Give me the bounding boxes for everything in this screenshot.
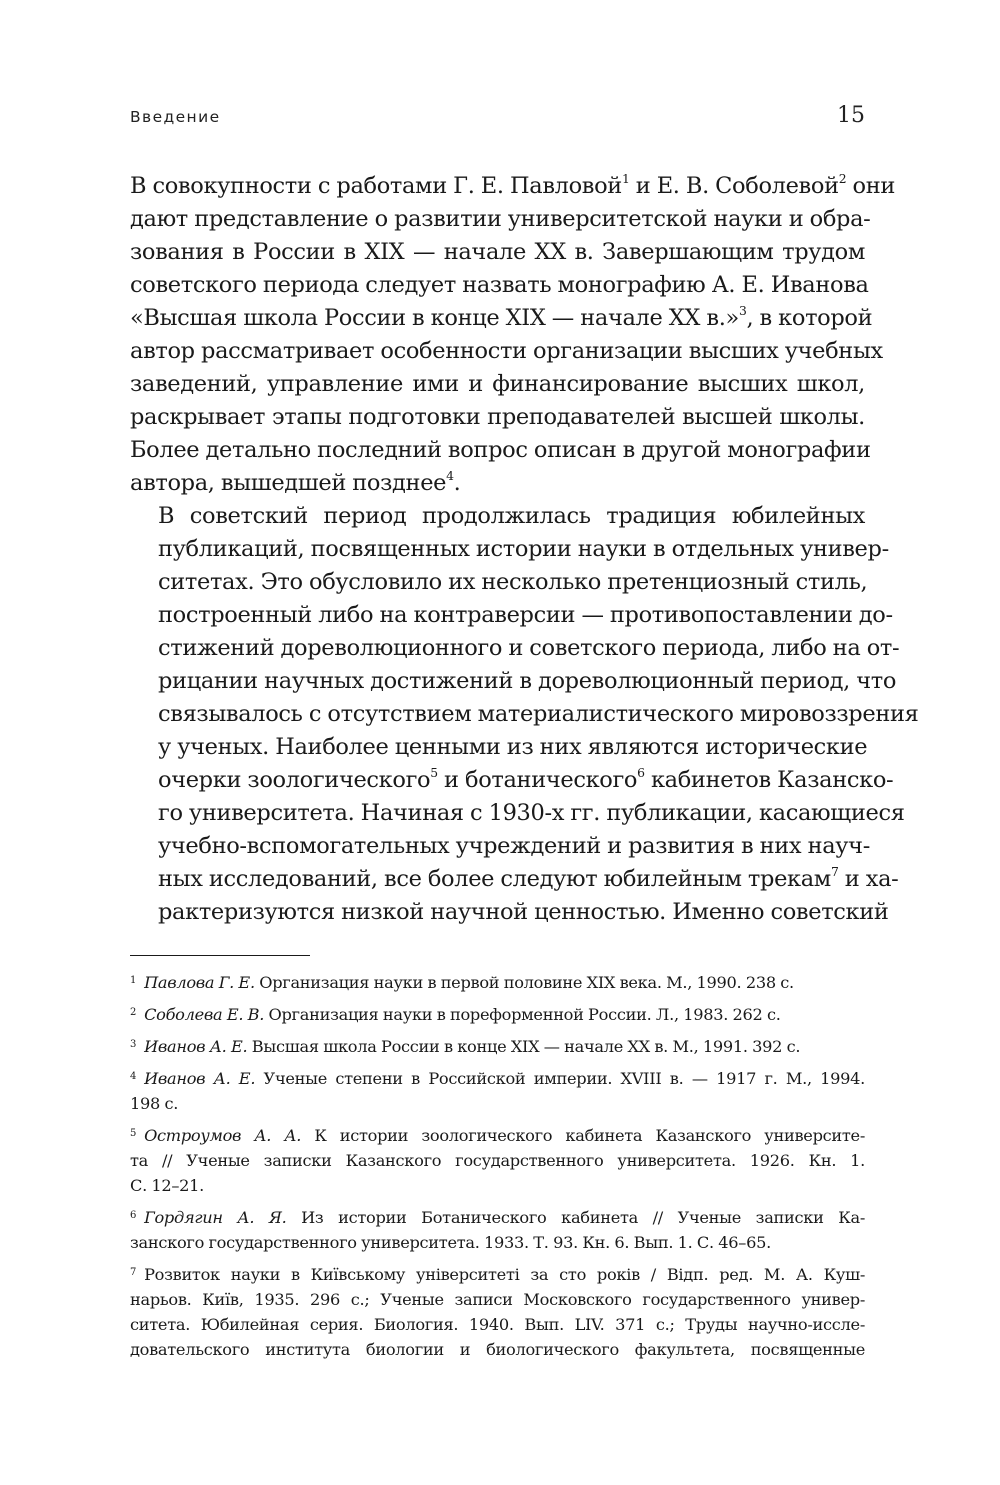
text-line: ситетах. Это обусловило их несколько претенциозный стиль, [158, 569, 868, 595]
footnote-line: $^5$ Остроумов А. А. К истории зоологического кабинета Казанского университе- [130, 1126, 865, 1145]
paragraph-2 [130, 500, 919, 929]
footnote-author: Соболева Е. В. [144, 1005, 265, 1024]
footnote-ref: 1 [621, 172, 630, 187]
footnote-number: 1 [130, 975, 137, 986]
text-line: ных исследований, все более следуют юбилейным трекам$^7$ и ха- [158, 865, 899, 892]
footnote-line: $^7$ Розвиток науки в Київському університеті за сто років / Відп. ред. М. А. Куш- [130, 1265, 865, 1284]
text-line: рицании научных достижений в дореволюционный период, что [158, 668, 897, 694]
text-line: рактеризуются низкой научной ценностью. Именно советский [158, 899, 889, 925]
footnote-ref: 4 [446, 469, 454, 484]
footnote-1 [130, 968, 865, 995]
footnote-number: 7 [130, 1267, 137, 1278]
footnote-number: 2 [130, 1007, 137, 1018]
footnote-6 [130, 1203, 865, 1255]
footnote-number: 4 [130, 1071, 137, 1082]
text-line: автора, вышедшей позднее$^4$. [130, 469, 461, 496]
footnote-ref: 3 [738, 304, 747, 319]
footnote-number: 5 [130, 1128, 137, 1139]
text-line: у ученых. Наиболее ценными из них являются исторические [158, 734, 868, 760]
footnote-author: Иванов А. Е. [144, 1069, 256, 1088]
text-line: В советский период продолжилась традиция юбилейных [158, 503, 865, 529]
text-line: очерки зоологического$^5$ и ботанического$^6$ кабинетов Казанско- [158, 766, 894, 793]
footnote-line: $^6$ Гордягин А. Я. Из истории Ботанического кабинета // Ученые записки Ка- [130, 1208, 865, 1227]
footnote-line: $^4$ Иванов А. Е. Ученые степени в Российской империи. XVIII в. — 1917 г. М., 1994. [130, 1069, 865, 1088]
text-line: учебно-вспомогательных учреждений и развития в них науч- [158, 833, 870, 859]
section-title: Введение [130, 108, 221, 126]
footnote-ref: 2 [838, 172, 847, 187]
footnote-author: Гордягин А. Я. [144, 1208, 287, 1227]
footnote-number: 6 [130, 1210, 137, 1221]
footnote-line: та // Ученые записки Казанского государственного университета. 1926. Кн. 1. [130, 1151, 865, 1170]
text-line: связывалось с отсутствием материалистического мировоззрения [158, 701, 919, 727]
footnote-7 [130, 1260, 865, 1362]
footnote-line: ситета. Юбилейная серия. Биология. 1940. Вып. LIV. 371 с.; Труды научно-иссле- [130, 1315, 865, 1334]
text-line: заведений, управление ими и финансирование высших школ, [130, 371, 865, 397]
footnote-line: довательского института биологии и биологического факультета, посвященные [130, 1340, 865, 1359]
text-line: стижений дореволюционного и советского периода, либо на от- [158, 635, 900, 661]
paragraph-1 [130, 170, 896, 500]
footnote-2 [130, 1000, 865, 1027]
footnote-ref: 6 [637, 766, 645, 781]
text-line: раскрывает этапы подготовки преподавателей высшей школы. [130, 404, 865, 430]
footnote-author: Остроумов А. А. [144, 1126, 302, 1145]
running-head [130, 103, 865, 138]
footnote-5 [130, 1121, 865, 1198]
text-line: публикаций, посвященных истории науки в отдельных универ- [158, 536, 889, 562]
footnotes [130, 968, 865, 1367]
footnote-separator [130, 955, 310, 956]
main-text [130, 170, 919, 929]
text-line: го университета. Начиная с 1930-х гг. публикации, касающиеся [158, 800, 905, 826]
footnote-line: занского государственного университета. 1933. Т. 93. Кн. 6. Вып. 1. С. 46–65. [130, 1233, 771, 1252]
page-number: 15 [837, 103, 865, 128]
text-line: дают представление о развитии университетской науки и обра- [130, 206, 871, 232]
footnote-ref: 5 [430, 766, 438, 781]
text-line: автор рассматривает особенности организации высших учебных [130, 338, 883, 364]
text-line: Более детально последний вопрос описан в другой монографии [130, 437, 871, 463]
footnote-line: нарьов. Київ, 1935. 296 с.; Ученые записи Московского государственного универ- [130, 1290, 865, 1309]
footnote-line: 198 с. [130, 1094, 179, 1113]
footnote-line: $^1$ Павлова Г. Е. Организация науки в первой половине XIX века. М., 1990. 238 с. [130, 973, 794, 992]
footnote-line: С. 12–21. [130, 1176, 205, 1195]
text-line: «Высшая школа России в конце XIX — начале XX в.»$^3$, в которой [130, 304, 873, 331]
text-line: советского периода следует назвать монографию А. Е. Иванова [130, 272, 869, 298]
footnote-4 [130, 1064, 865, 1116]
footnote-number: 3 [130, 1039, 137, 1050]
text-line: зования в России в XIX — начале XX в. Завершающим трудом [130, 239, 865, 265]
text-line: В совокупности с работами Г. Е. Павловой$^1$ и Е. В. Соболевой$^2$ они [130, 172, 896, 199]
footnote-3 [130, 1032, 865, 1059]
footnote-author: Павлова Г. Е. [144, 973, 255, 992]
footnote-line: $^2$ Соболева Е. В. Организация науки в пореформенной России. Л., 1983. 262 с. [130, 1005, 781, 1024]
text-line: построенный либо на контраверсии — противопоставлении до- [158, 602, 893, 628]
footnote-line: $^3$ Иванов А. Е. Высшая школа России в конце XIX — начале XX в. М., 1991. 392 с. [130, 1037, 801, 1056]
footnote-ref: 7 [830, 865, 839, 880]
footnote-author: Иванов А. Е. [144, 1037, 248, 1056]
